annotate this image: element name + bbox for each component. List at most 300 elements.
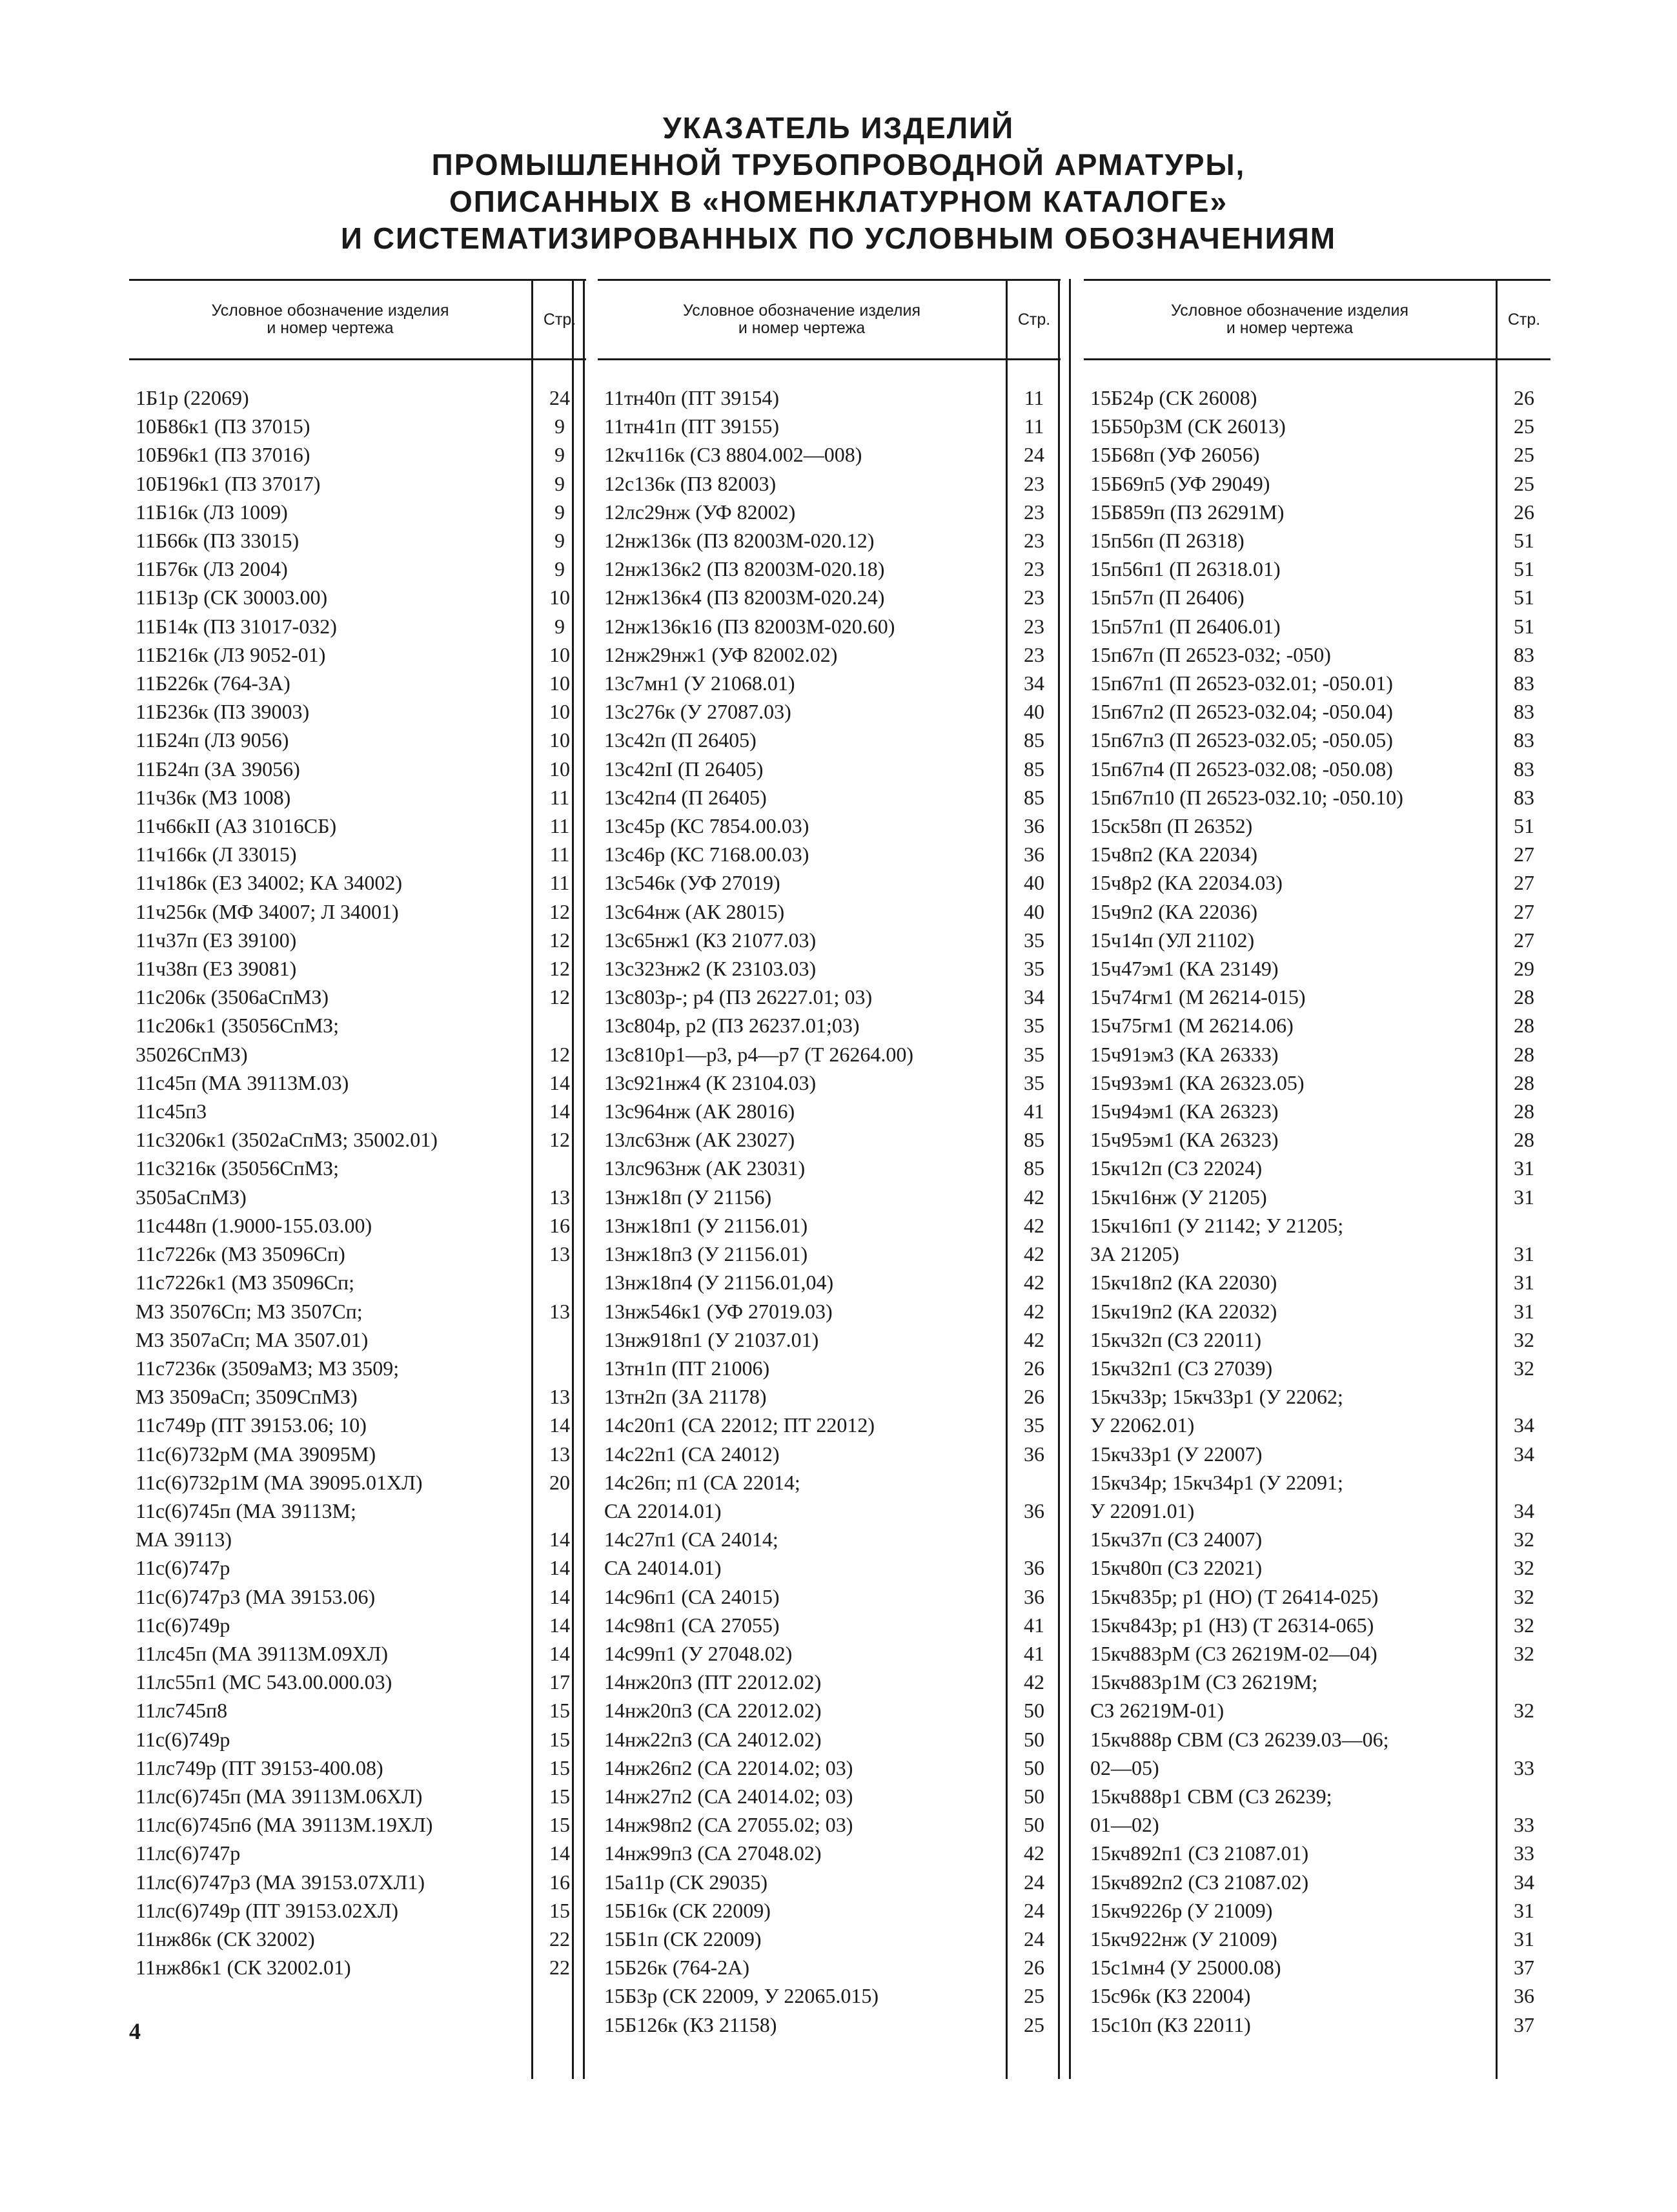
item-page: 23: [1024, 586, 1044, 609]
item-page: 42: [1024, 1841, 1044, 1865]
item-designation: 11Б76к (ЛЗ 2004): [136, 557, 288, 581]
item-page: 41: [1024, 1100, 1044, 1123]
index-row: [129, 726, 586, 754]
item-page: 28: [1514, 1100, 1534, 1123]
index-row: [598, 1553, 1061, 1582]
item-designation: 15кч12п (СЗ 22024): [1090, 1156, 1263, 1180]
item-designation: 13нж18п1 (У 21156.01): [604, 1213, 808, 1237]
item-page: 28: [1514, 1014, 1534, 1038]
item-page: 11: [549, 785, 570, 809]
item-designation: 15кч843р; р1 (НЗ) (Т 26314-065): [1090, 1613, 1374, 1637]
item-designation: 15кч883р1М (СЗ 26219М;: [1090, 1670, 1318, 1694]
index-row: [129, 469, 586, 498]
index-row: [1084, 440, 1550, 469]
index-row: [1084, 1268, 1550, 1296]
item-page: 11: [549, 814, 570, 838]
item-designation: 15п56п (П 26318): [1090, 529, 1245, 553]
index-row: [1084, 1097, 1550, 1125]
index-row: [1084, 1211, 1550, 1240]
item-page: 35: [1024, 1014, 1044, 1038]
item-designation: 11лс749р (ПТ 39153-400.08): [136, 1756, 383, 1779]
index-row: [598, 1297, 1061, 1326]
index-table: [129, 279, 1550, 2079]
item-page: 51: [1514, 586, 1534, 609]
index-row: [129, 1326, 586, 1354]
index-row: [129, 926, 586, 954]
item-designation: 11с(6)749р: [136, 1613, 230, 1637]
item-designation: 11с206к1 (35056СпМЗ;: [136, 1014, 340, 1038]
item-designation: 13с921нж4 (К 23104.03): [604, 1070, 817, 1094]
item-designation: СА 24014.01): [604, 1556, 722, 1580]
item-designation: 13с65нж1 (КЗ 21077.03): [604, 928, 817, 952]
item-designation: 15кч80п (СЗ 22021): [1090, 1556, 1263, 1580]
item-page: 10: [549, 671, 570, 695]
item-designation: 11лс(6)747р3 (МА 39153.07ХЛ1): [136, 1870, 425, 1894]
index-row: [1084, 2011, 1550, 2039]
item-designation: 11с7226к (МЗ 35096Сп): [136, 1242, 345, 1266]
item-page: 32: [1514, 1356, 1534, 1380]
item-page: 10: [549, 700, 570, 724]
item-designation: 15кч883рМ (СЗ 26219М-02—04): [1090, 1641, 1377, 1665]
title-line-4: И СИСТЕМАТИЗИРОВАННЫХ ПО УСЛОВНЫМ ОБОЗНАЧЕНИЯМ: [340, 221, 1337, 255]
index-row: [1084, 612, 1550, 640]
item-page: 24: [549, 386, 570, 409]
index-row: [598, 1497, 1061, 1525]
item-page: 25: [1514, 443, 1534, 467]
item-designation: 11с45п3: [136, 1100, 207, 1123]
item-page: 85: [1024, 785, 1044, 809]
item-designation: 13с276к (У 27087.03): [604, 700, 791, 724]
index-row: [598, 640, 1061, 669]
item-page: 42: [1024, 1213, 1044, 1237]
item-page: 12: [549, 1042, 570, 1066]
item-page: 9: [554, 529, 565, 553]
item-page: 13: [549, 1185, 570, 1209]
item-designation: 14с98п1 (СА 27055): [604, 1613, 780, 1637]
column-header: [129, 279, 586, 360]
item-page: 42: [1024, 1242, 1044, 1266]
index-row: [129, 1268, 586, 1296]
item-designation: 11ч37п (ЕЗ 39100): [136, 928, 297, 952]
item-designation: 14нж22п3 (СА 24012.02): [604, 1727, 822, 1751]
item-designation: 13нж18п4 (У 21156.01,04): [604, 1271, 834, 1295]
item-designation: 11нж86к (СК 32002): [136, 1927, 315, 1951]
item-designation: 15кч32п1 (СЗ 27039): [1090, 1356, 1273, 1380]
item-page: 11: [1024, 386, 1044, 409]
index-row: [1084, 983, 1550, 1011]
item-page: 13: [549, 1442, 570, 1466]
item-page: 10: [549, 757, 570, 781]
item-designation: 13с810р1—р3, р4—р7 (Т 26264.00): [604, 1042, 914, 1066]
item-designation: 15ч75гм1 (М 26214.06): [1090, 1014, 1294, 1038]
index-row: [129, 498, 586, 526]
item-page: 12: [549, 957, 570, 981]
item-page: 28: [1514, 1042, 1534, 1066]
index-row: [129, 612, 586, 640]
item-designation: 11Б236к (ПЗ 39003): [136, 700, 310, 724]
item-page: 36: [1024, 1442, 1044, 1466]
index-row: [129, 1839, 586, 1867]
index-row: [598, 983, 1061, 1011]
index-row: [1084, 1040, 1550, 1069]
item-page: 11: [549, 843, 570, 866]
item-designation: 11с(6)747р3 (МА 39153.06): [136, 1584, 376, 1608]
item-designation: 1Б1р (22069): [136, 386, 249, 409]
index-row: [1084, 1868, 1550, 1896]
page-column-rule: [531, 360, 533, 2079]
index-row: [1084, 526, 1550, 555]
column-rows: [129, 360, 586, 2079]
item-designation: 02—05): [1090, 1756, 1159, 1779]
index-row: [129, 868, 586, 897]
item-designation: 10Б196к1 (ПЗ 37017): [136, 471, 321, 495]
item-designation: 10Б86к1 (ПЗ 37015): [136, 415, 310, 438]
index-row: [598, 1069, 1061, 1097]
item-page: 35: [1024, 957, 1044, 981]
item-designation: 15кч32п (СЗ 22011): [1090, 1327, 1262, 1351]
header-designation: [1084, 281, 1498, 358]
page-title: [0, 110, 1677, 257]
item-designation: 15кч922нж (У 21009): [1090, 1927, 1277, 1951]
item-designation: 11с448п (1.9000-155.03.00): [136, 1213, 372, 1237]
rows-container: [1084, 360, 1550, 2039]
item-designation: 11Б13р (СК 30003.00): [136, 586, 328, 609]
item-page: 36: [1024, 843, 1044, 866]
item-page: 40: [1024, 871, 1044, 895]
index-row: [129, 755, 586, 783]
index-column-3: [1061, 279, 1550, 2079]
item-designation: 13тн2п (ЗА 21178): [604, 1385, 767, 1409]
item-page: 10: [549, 642, 570, 666]
item-designation: 11ч36к (МЗ 1008): [136, 785, 291, 809]
index-row: [1084, 1497, 1550, 1525]
index-row: [598, 555, 1061, 583]
item-page: 24: [1024, 1927, 1044, 1951]
rows-container: [129, 360, 586, 1982]
item-designation: 15кч16п1 (У 21142; У 21205;: [1090, 1213, 1344, 1237]
index-row: [1084, 384, 1550, 412]
item-designation: 13лс63нж (АК 23027): [604, 1128, 795, 1152]
item-designation: 11лс45п (МА 39113М.09ХЛ): [136, 1641, 389, 1665]
item-page: 32: [1514, 1613, 1534, 1637]
item-designation: 10Б96к1 (ПЗ 37016): [136, 443, 310, 467]
index-row: [1084, 1411, 1550, 1439]
index-row: [1084, 1839, 1550, 1867]
index-row: [598, 440, 1061, 469]
item-page: 85: [1024, 1156, 1044, 1180]
item-page: 50: [1024, 1699, 1044, 1723]
item-designation: 15Б50р3М (СК 26013): [1090, 415, 1286, 438]
item-page: 42: [1024, 1327, 1044, 1351]
index-row: [129, 897, 586, 926]
item-page: 27: [1514, 843, 1534, 866]
index-row: [129, 1868, 586, 1896]
item-designation: 11лс(6)749р (ПТ 39153.02ХЛ): [136, 1898, 399, 1922]
item-page: 35: [1024, 1413, 1044, 1437]
index-row: [129, 1754, 586, 1782]
item-designation: 11с3206к1 (3502аСпМЗ; 35002.01): [136, 1128, 438, 1152]
column-header: [1084, 279, 1550, 360]
item-designation: 12нж136к2 (ПЗ 82003М-020.18): [604, 557, 885, 581]
item-page: 12: [549, 1128, 570, 1152]
item-page: 51: [1514, 557, 1534, 581]
item-page: 25: [1024, 1984, 1044, 2008]
index-row: [129, 1611, 586, 1639]
index-row: [1084, 1125, 1550, 1154]
index-row: [1084, 1154, 1550, 1182]
index-row: [129, 1354, 586, 1382]
item-designation: 15кч19п2 (КА 22032): [1090, 1299, 1277, 1323]
item-page: 33: [1514, 1813, 1534, 1837]
header-designation-line-2: и номер чертежа: [738, 319, 866, 337]
item-page: 14: [549, 1413, 570, 1437]
index-row: [598, 1868, 1061, 1896]
item-page: 40: [1024, 899, 1044, 923]
index-row: [598, 1354, 1061, 1382]
item-designation: 13с45р (КС 7854.00.03): [604, 814, 809, 838]
index-row: [1084, 868, 1550, 897]
index-row: [598, 1925, 1061, 1953]
index-row: [598, 1326, 1061, 1354]
item-page: 37: [1514, 1956, 1534, 1980]
item-page: 27: [1514, 871, 1534, 895]
index-row: [598, 1040, 1061, 1069]
item-page: 36: [1514, 1984, 1534, 2008]
index-row: [129, 783, 586, 812]
index-row: [1084, 1240, 1550, 1268]
item-designation: 14с20п1 (СА 22012; ПТ 22012): [604, 1413, 875, 1437]
item-page: 35: [1024, 928, 1044, 952]
item-designation: 14нж99п3 (СА 27048.02): [604, 1841, 822, 1865]
item-page: 26: [1024, 1385, 1044, 1409]
item-designation: 14с22п1 (СА 24012): [604, 1442, 780, 1466]
item-designation: 15кч892п2 (СЗ 21087.02): [1090, 1870, 1309, 1894]
item-page: 13: [549, 1299, 570, 1323]
item-page: 42: [1024, 1670, 1044, 1694]
item-designation: СЗ 26219М-01): [1090, 1699, 1225, 1723]
index-row: [129, 1297, 586, 1326]
index-row: [598, 669, 1061, 697]
index-row: [598, 1154, 1061, 1182]
item-page: 12: [549, 899, 570, 923]
index-row: [598, 1525, 1061, 1553]
item-designation: 13с64нж (АК 28015): [604, 899, 785, 923]
item-page: 10: [549, 728, 570, 752]
item-designation: 15кч888р1 СВМ (СЗ 26239;: [1090, 1784, 1332, 1808]
item-designation: 11нж86к1 (СК 32002.01): [136, 1956, 351, 1980]
item-designation: 15кч37п (СЗ 24007): [1090, 1528, 1263, 1551]
index-row: [129, 440, 586, 469]
item-designation: 15кч34р; 15кч34р1 (У 22091;: [1090, 1470, 1343, 1494]
item-designation: 12с136к (ПЗ 82003): [604, 471, 777, 495]
item-page: 23: [1024, 614, 1044, 638]
index-row: [598, 2011, 1061, 2039]
item-designation: 14нж98п2 (СА 27055.02; 03): [604, 1813, 853, 1837]
title-line-1: УКАЗАТЕЛЬ ИЗДЕЛИЙ: [662, 111, 1015, 145]
index-row: [129, 1154, 586, 1182]
item-designation: 11лс(6)745п (МА 39113М.06ХЛ): [136, 1784, 423, 1808]
item-page: 15: [549, 1784, 570, 1808]
item-page: 31: [1514, 1898, 1534, 1922]
index-row: [598, 868, 1061, 897]
item-page: 15: [549, 1898, 570, 1922]
item-designation: 15Б26к (764-2А): [604, 1956, 749, 1980]
item-designation: 15Б859п (ПЗ 26291М): [1090, 500, 1285, 524]
index-row: [129, 1240, 586, 1268]
index-row: [598, 1382, 1061, 1411]
item-page: 51: [1514, 614, 1534, 638]
index-row: [1084, 812, 1550, 840]
item-page: 14: [549, 1584, 570, 1608]
item-designation: 11ч186к (ЕЗ 34002; КА 34002): [136, 871, 403, 895]
item-designation: 13с803р-; р4 (ПЗ 26227.01; 03): [604, 985, 873, 1009]
item-page: 31: [1514, 1242, 1534, 1266]
index-row: [598, 926, 1061, 954]
item-designation: 11ч256к (МФ 34007; Л 34001): [136, 899, 399, 923]
index-row: [129, 1183, 586, 1211]
index-row: [129, 954, 586, 983]
item-designation: 15Б69п5 (УФ 29049): [1090, 471, 1270, 495]
item-page: 9: [554, 557, 565, 581]
index-column-1: [129, 279, 586, 2079]
index-row: [129, 555, 586, 583]
item-designation: 13с323нж2 (К 23103.03): [604, 957, 817, 981]
index-row: [1084, 1326, 1550, 1354]
index-row: [1084, 897, 1550, 926]
item-page: 50: [1024, 1784, 1044, 1808]
item-page: 41: [1024, 1641, 1044, 1665]
item-page: 42: [1024, 1299, 1044, 1323]
header-designation-line-1: Условное обозначение изделия: [1171, 302, 1408, 320]
item-page: 22: [549, 1956, 570, 1980]
index-row: [129, 1040, 586, 1069]
item-page: 51: [1514, 529, 1534, 553]
item-page: 36: [1024, 1499, 1044, 1522]
item-page: 9: [554, 471, 565, 495]
item-designation: 11лс55п1 (МС 543.00.000.03): [136, 1670, 392, 1694]
item-designation: 11с45п (МА 39113М.03): [136, 1070, 349, 1094]
item-page: 23: [1024, 500, 1044, 524]
item-page: 34: [1514, 1499, 1534, 1522]
index-row: [1084, 1725, 1550, 1754]
item-designation: 3505аСпМЗ): [136, 1185, 247, 1209]
item-page: 9: [554, 500, 565, 524]
item-designation: 15ч8п2 (КА 22034): [1090, 843, 1257, 866]
index-row: [1084, 1069, 1550, 1097]
item-designation: 12кч116к (СЗ 8804.002—008): [604, 443, 862, 467]
item-designation: 15ск58п (П 26352): [1090, 814, 1253, 838]
index-row: [1084, 840, 1550, 868]
item-designation: 13с7мн1 (У 21068.01): [604, 671, 795, 695]
item-page: 83: [1514, 700, 1534, 724]
rows-container: [598, 360, 1061, 2039]
item-designation: 15кч16нж (У 21205): [1090, 1185, 1267, 1209]
item-page: 13: [549, 1242, 570, 1266]
item-page: 32: [1514, 1699, 1534, 1723]
index-row: [598, 1810, 1061, 1839]
index-row: [598, 498, 1061, 526]
item-page: 83: [1514, 671, 1534, 695]
item-page: 28: [1514, 1070, 1534, 1094]
item-page: 34: [1514, 1413, 1534, 1437]
index-row: [1084, 1553, 1550, 1582]
item-designation: 13с42п (П 26405): [604, 728, 757, 752]
item-designation: 15ч8р2 (КА 22034.03): [1090, 871, 1283, 895]
index-row: [598, 726, 1061, 754]
index-row: [1084, 498, 1550, 526]
item-page: 14: [549, 1070, 570, 1094]
item-page: 9: [554, 415, 565, 438]
index-row: [1084, 926, 1550, 954]
item-page: 14: [549, 1641, 570, 1665]
item-page: 22: [549, 1927, 570, 1951]
item-page: 31: [1514, 1156, 1534, 1180]
item-designation: У 22062.01): [1090, 1413, 1195, 1437]
item-designation: 15ч9п2 (КА 22036): [1090, 899, 1257, 923]
item-designation: 11с(6)732р1М (МА 39095.01ХЛ): [136, 1470, 423, 1494]
item-designation: 15ч94эм1 (КА 26323): [1090, 1100, 1279, 1123]
item-page: 24: [1024, 443, 1044, 467]
item-page: 23: [1024, 471, 1044, 495]
item-designation: 15с96к (КЗ 22004): [1090, 1984, 1251, 2008]
item-page: 83: [1514, 642, 1534, 666]
item-page: 85: [1024, 757, 1044, 781]
page-number: 4: [129, 2018, 141, 2044]
item-designation: 15а11р (СК 29035): [604, 1870, 768, 1894]
index-row: [1084, 555, 1550, 583]
item-designation: 12нж136к4 (ПЗ 82003М-020.24): [604, 586, 885, 609]
item-designation: 15п67п10 (П 26523-032.10; -050.10): [1090, 785, 1403, 809]
item-designation: МА 39113): [136, 1528, 232, 1551]
header-designation: [129, 281, 533, 358]
index-row: [1084, 412, 1550, 440]
item-page: 31: [1514, 1185, 1534, 1209]
item-designation: 15кч888р СВМ (СЗ 26239.03—06;: [1090, 1727, 1389, 1751]
item-designation: 15Б68п (УФ 26056): [1090, 443, 1260, 467]
item-page: 11: [1024, 415, 1044, 438]
item-designation: 11с206к (3506аСпМЗ): [136, 985, 329, 1009]
index-row: [129, 384, 586, 412]
index-row: [598, 612, 1061, 640]
item-designation: 13лс963нж (АК 23031): [604, 1156, 806, 1180]
item-designation: 15ч47эм1 (КА 23149): [1090, 957, 1279, 981]
item-designation: 11Б24п (ЛЗ 9056): [136, 728, 289, 752]
index-row: [1084, 1696, 1550, 1725]
item-page: 34: [1514, 1870, 1534, 1894]
index-row: [598, 1953, 1061, 1982]
index-row: [1084, 697, 1550, 726]
item-designation: 11Б226к (764-3А): [136, 671, 290, 695]
index-row: [129, 1011, 586, 1039]
index-row: [129, 1696, 586, 1725]
item-designation: 12нж136к16 (ПЗ 82003М-020.60): [604, 614, 895, 638]
item-designation: 13нж918п1 (У 21037.01): [604, 1327, 819, 1351]
item-designation: 15кч33р1 (У 22007): [1090, 1442, 1263, 1466]
item-page: 24: [1024, 1870, 1044, 1894]
header-designation-line-1: Условное обозначение изделия: [683, 302, 920, 320]
item-page: 12: [549, 985, 570, 1009]
item-designation: 11Б66к (ПЗ 33015): [136, 529, 300, 553]
index-row: [129, 840, 586, 868]
item-designation: 15Б126к (КЗ 21158): [604, 2012, 777, 2036]
item-designation: 11тн40п (ПТ 39154): [604, 386, 780, 409]
item-designation: 15ч95эм1 (КА 26323): [1090, 1128, 1279, 1152]
item-page: 9: [554, 614, 565, 638]
index-row: [129, 526, 586, 555]
item-designation: 11с(6)747р: [136, 1556, 230, 1580]
column-rows: [1084, 360, 1550, 2079]
item-page: 17: [549, 1670, 570, 1694]
